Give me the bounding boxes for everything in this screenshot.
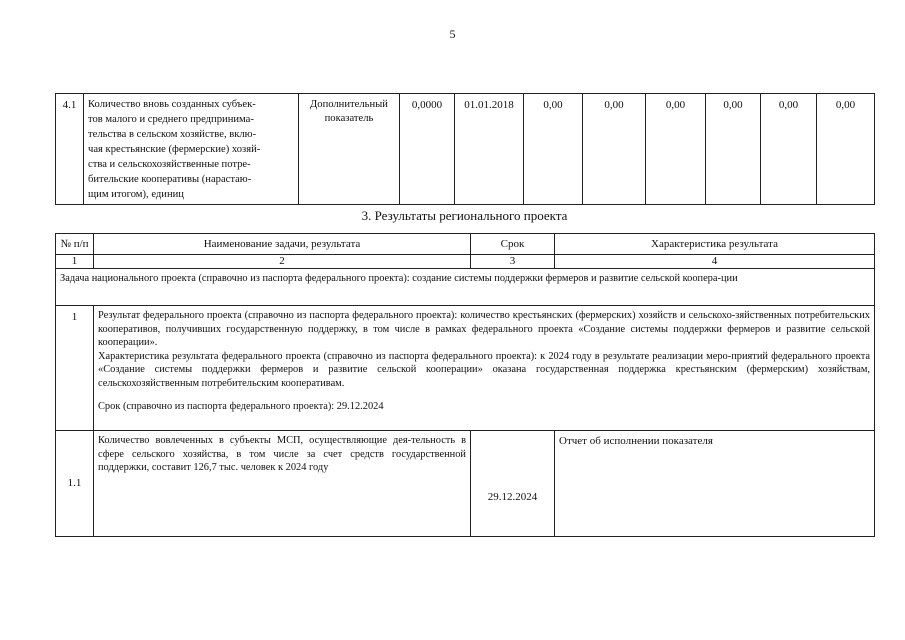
results-table [55,233,875,537]
indicator-number: 4.1 [56,94,84,205]
header-num: № п/п [56,234,94,255]
result-characteristic-text: Характеристика результата федерального проекта (справочно из паспорта федерального проекта): к 2024 году в результате реализации меро-приятий федерального проекта «Создание системы поддержки фермеров и развитие сельской кооперации» оказана государственная поддержка крестьянским (фермерским) хозяйствам, сельскохозяйственным потребительским кооперативам. [98,350,870,389]
task-row [56,269,875,306]
year-value: 0,00 [583,94,646,205]
result-deadline-text: Срок (справочно из паспорта федерального проекта): 29.12.2024 [98,401,384,413]
subresult-deadline: 29.12.2024 [471,431,555,537]
col-number: 4 [555,255,875,269]
year-value: 0,00 [646,94,706,205]
indicator-table [55,93,875,205]
subresult-characteristic: Отчет об исполнении показателя [555,431,875,537]
header-row [56,234,875,255]
subresult-row [56,431,875,537]
col-number: 3 [471,255,555,269]
result-text: Результат федерального проекта (справочно из паспорта федерального проекта): количество крестьянских (фермерских) хозяйств и сельскохо-зяйственных потребительских кооперативов, получивших государственную поддержку, в том числе в рамках федерального проекта «Создание системы поддержки фермеров и развитие сельской кооперации». [98,310,870,349]
result-number: 1 [56,306,94,431]
task-text: Задача национального проекта (справочно из паспорта федерального проекта): создание системы поддержки фермеров и развитие сельской коопера-ции [56,269,875,306]
indicator-name: Количество вновь созданных субъек- тов малого и среднего предпринима- тельства в сельском хозяйстве, вклю- чая крестьянские (фермерские) хозяй- ства и сельскохозяйственные потре- бительские кооперативы (нарастаю- щим итогом), единиц [84,94,299,205]
page-number: 5 [449,27,456,41]
indicator-type: Дополнительный показатель [299,94,400,205]
indicator-row [56,94,875,205]
year-value: 0,00 [524,94,583,205]
year-value: 0,00 [761,94,817,205]
column-number-row [56,255,875,269]
base-date: 01.01.2018 [455,94,524,205]
header-characteristic: Характеристика результата [555,234,875,255]
col-number: 1 [56,255,94,269]
header-deadline: Срок [471,234,555,255]
result-row [56,306,875,431]
base-value: 0,0000 [400,94,455,205]
result-description [94,306,875,431]
year-value: 0,00 [817,94,875,205]
subresult-description: Количество вовлеченных в субъекты МСП, осуществляющие дея-тельность в сфере сельского хозяйства, в том числе за счет средств государственной поддержки, составит 126,7 тыс. человек к 2024 году [94,431,471,537]
col-number: 2 [94,255,471,269]
year-value: 0,00 [706,94,761,205]
subresult-number: 1.1 [56,431,94,537]
header-name: Наименование задачи, результата [94,234,471,255]
section-title: 3. Результаты регионального проекта [361,208,568,223]
